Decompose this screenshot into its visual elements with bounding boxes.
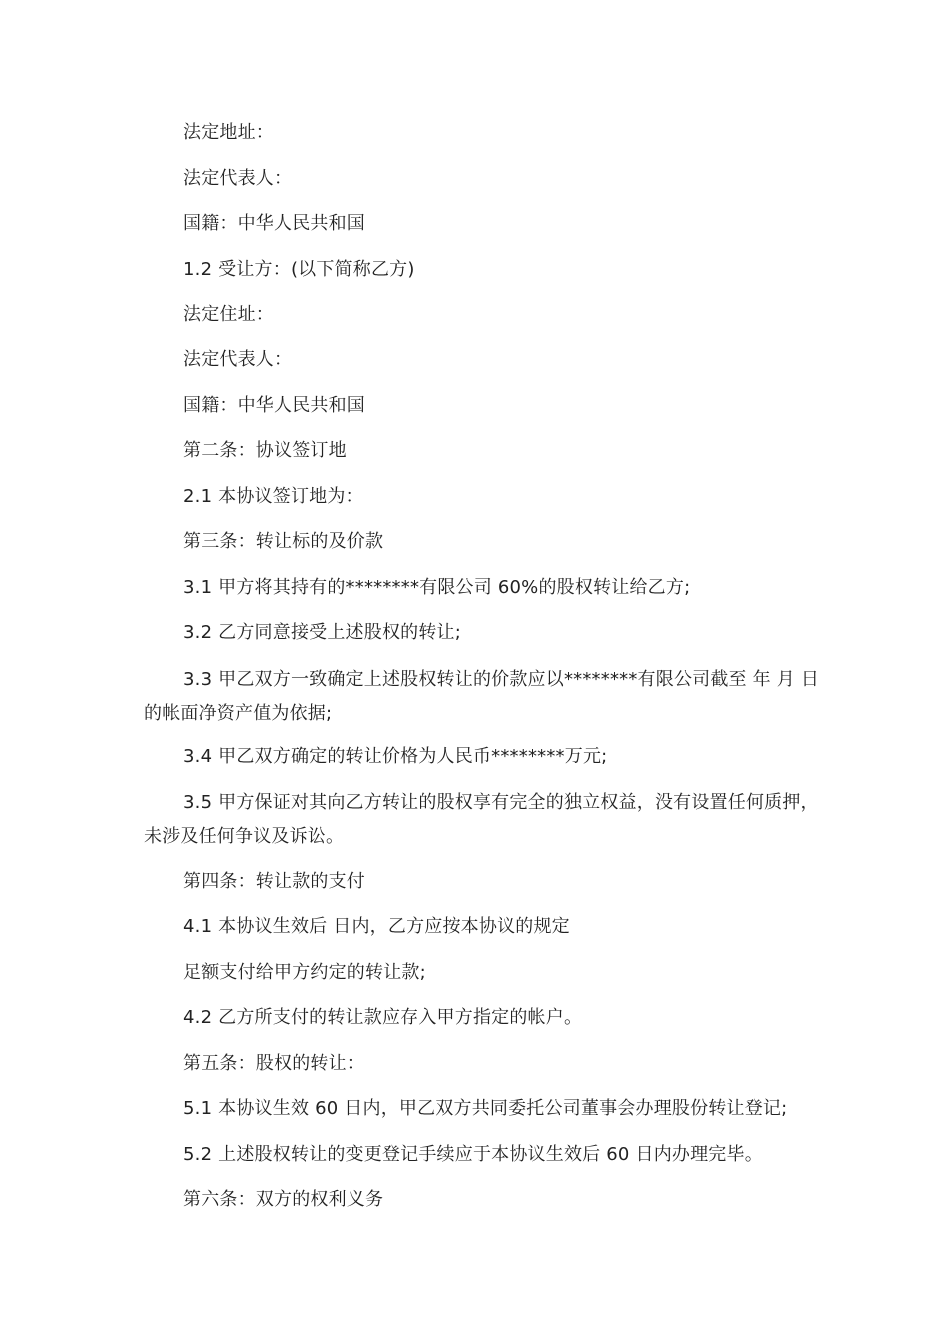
text-line: 法定住址： bbox=[183, 304, 274, 325]
text-line: 3.2 乙方同意接受上述股权的转让; bbox=[183, 622, 462, 643]
section-heading: 第二条：协议签订地 bbox=[183, 440, 347, 461]
text-line: 1.2 受让方：(以下简称乙方) bbox=[183, 259, 415, 280]
text-line: 3.1 甲方将其持有的********有限公司 60%的股权转让给乙方; bbox=[183, 577, 691, 598]
text-line: 法定代表人： bbox=[183, 349, 293, 370]
text-line: 3.4 甲乙双方确定的转让价格为人民币********万元; bbox=[183, 746, 608, 767]
section-heading: 第四条：转让款的支付 bbox=[183, 871, 365, 892]
section-heading: 第六条：双方的权利义务 bbox=[183, 1189, 384, 1210]
paragraph: 3.3 甲乙双方一致确定上述股权转让的价款应以********有限公司截至 年 月 日的帐面净资产值为依据; bbox=[144, 669, 820, 724]
text-line: 法定地址： bbox=[183, 122, 274, 143]
text-line: 5.2 上述股权转让的变更登记手续应于本协议生效后 60 日内办理完毕。 bbox=[183, 1144, 763, 1165]
text-line: 国籍：中华人民共和国 bbox=[183, 213, 365, 234]
text-line: 4.2 乙方所支付的转让款应存入甲方指定的帐户。 bbox=[183, 1007, 583, 1028]
text-line: 4.1 本协议生效后 日内，乙方应按本协议的规定 bbox=[183, 916, 570, 937]
section-heading: 第三条：转让标的及价款 bbox=[183, 531, 384, 552]
section-heading: 第五条：股权的转让： bbox=[183, 1053, 365, 1074]
text-line: 国籍：中华人民共和国 bbox=[183, 395, 365, 416]
text-line: 5.1 本协议生效 60 日内，甲乙双方共同委托公司董事会办理股份转让登记; bbox=[183, 1098, 788, 1119]
text-line: 法定代表人： bbox=[183, 168, 293, 189]
text-line: 2.1 本协议签订地为： bbox=[183, 486, 364, 507]
paragraph: 3.5 甲方保证对其向乙方转让的股权享有完全的独立权益，没有设置任何质押，未涉及任何争议及诉讼。 bbox=[144, 792, 819, 847]
text-line: 足额支付给甲方约定的转让款; bbox=[183, 962, 426, 983]
